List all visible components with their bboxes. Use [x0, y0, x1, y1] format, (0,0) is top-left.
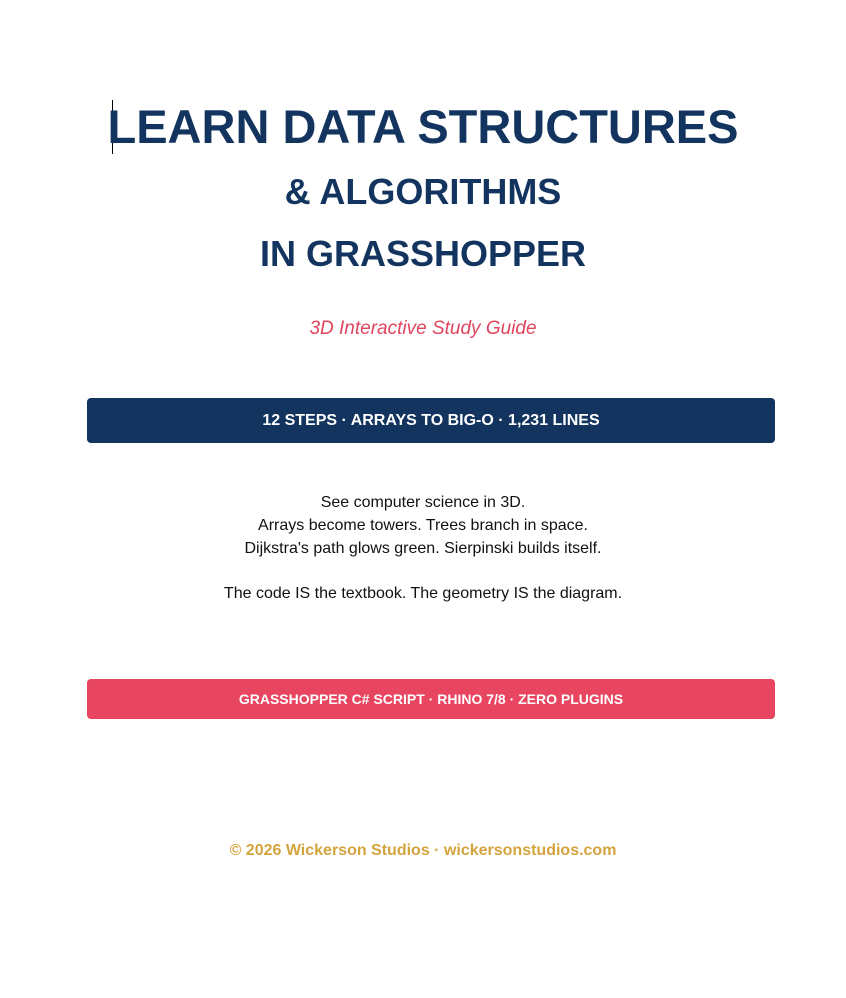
description-line-1: See computer science in 3D.	[320, 494, 526, 511]
platform-banner: GRASSHOPPER C# SCRIPT · RHINO 7/8 · ZERO PLUGINS	[87, 679, 775, 719]
title-line-3: IN GRASSHOPPER	[259, 233, 587, 274]
description-line-4: The code IS the textbook. The geometry IS the diagram.	[223, 585, 623, 602]
copyright-footer: © 2026 Wickerson Studios · wickersonstudios.com	[229, 842, 617, 859]
steps-banner: 12 STEPS · ARRAYS TO BIG-O · 1,231 LINES	[87, 398, 775, 443]
description-line-3: Dijkstra's path glows green. Sierpinski builds itself.	[244, 540, 602, 557]
description-line-2: Arrays become towers. Trees branch in space.	[258, 517, 588, 534]
subtitle: 3D Interactive Study Guide	[309, 318, 537, 339]
title-line-2: & ALGORITHMS	[284, 171, 562, 212]
title-line-1: LEARN DATA STRUCTURES	[107, 100, 739, 153]
